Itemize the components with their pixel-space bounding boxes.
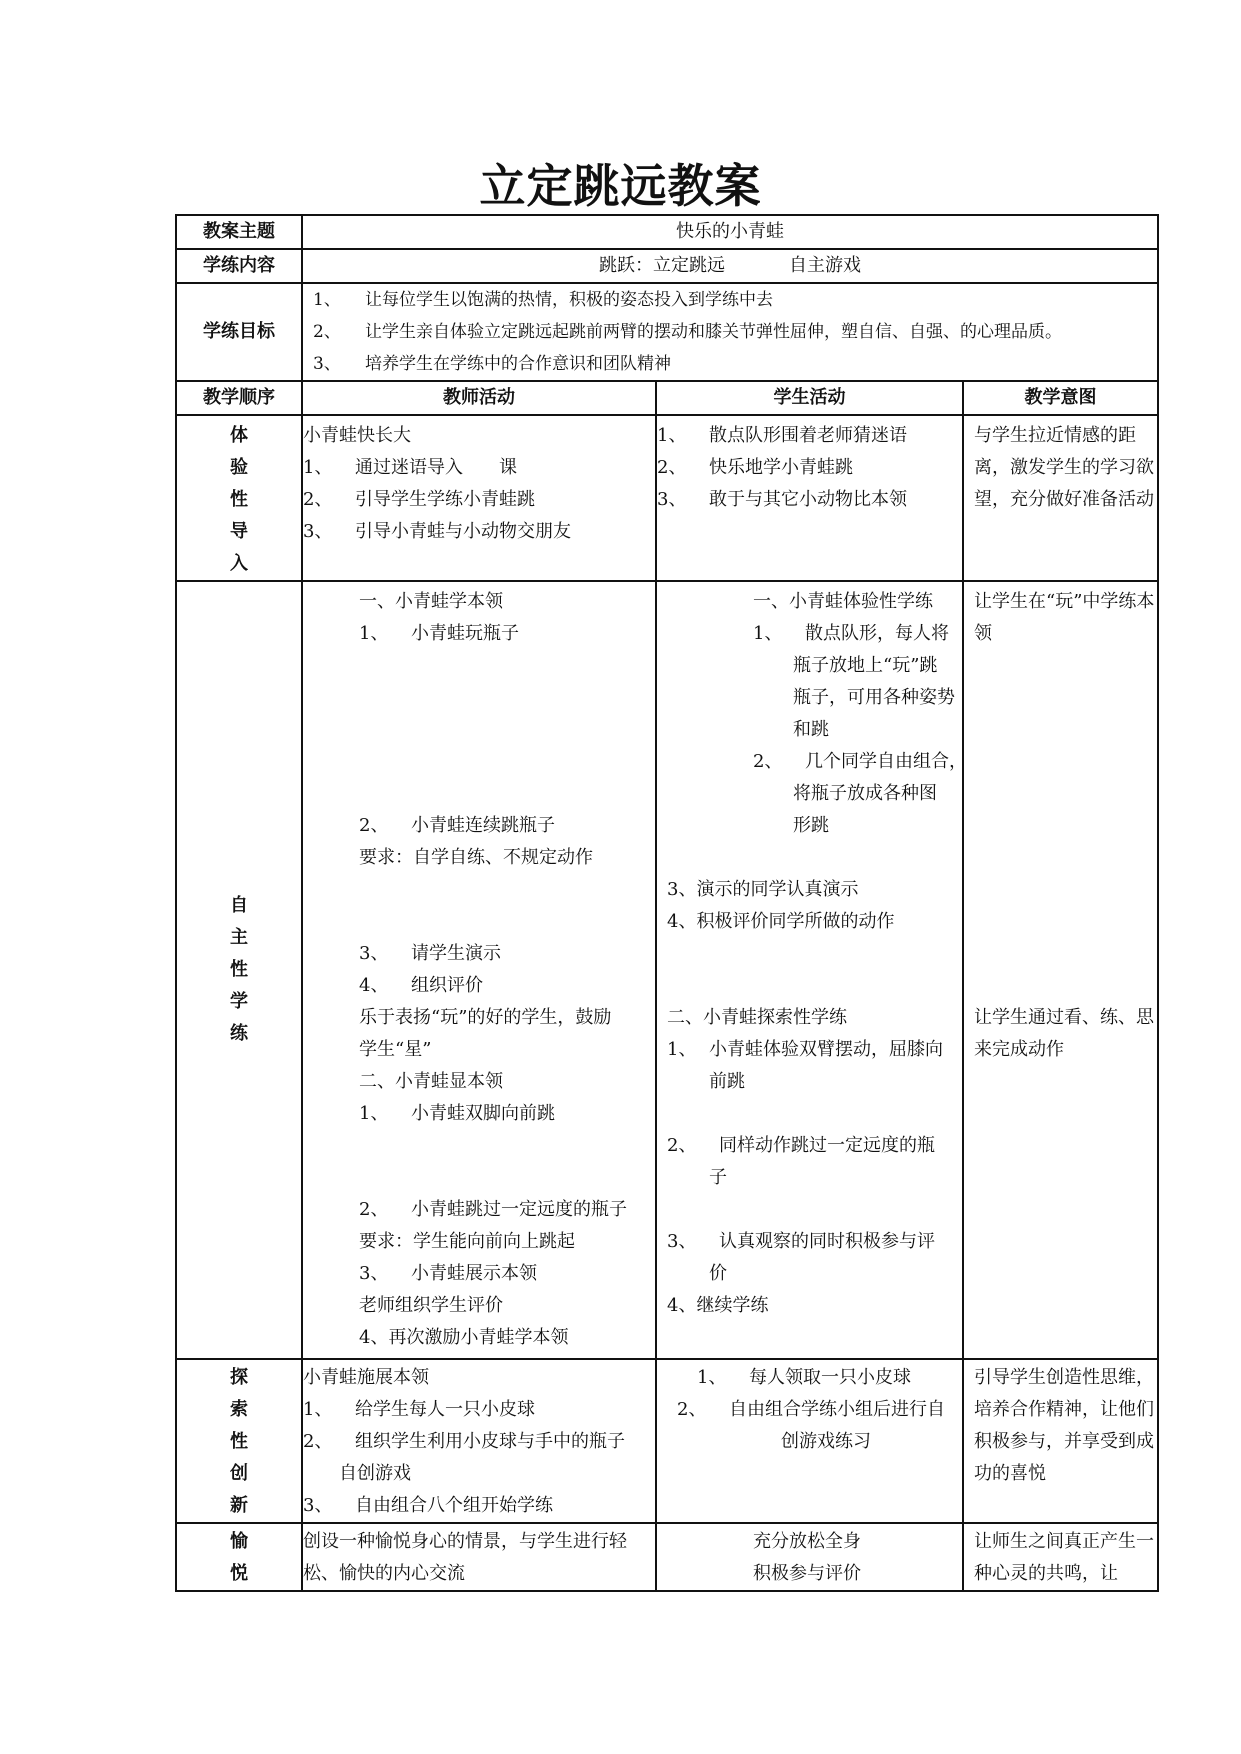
list-item: 4、 组织评价 (359, 975, 483, 996)
row-stage-intro (176, 415, 1158, 581)
list-item: 3、 请学生演示 (359, 943, 501, 964)
list-item: 2、 小青蛙跳过一定远度的瓶子 (359, 1199, 627, 1220)
row-stage-joy (176, 1523, 1158, 1591)
stage-joy-intent: 让师生之间真正产生一种心灵的共鸣，让 (963, 1523, 1158, 1591)
header-student: 学生活动 (656, 381, 963, 415)
content-game: 自主游戏 (789, 255, 862, 276)
page-title: 立定跳远教案 (479, 159, 762, 213)
stage-explore-intent: 引导学生创造性思维，培养合作精神，让他们积极参与，并享受到成功的喜悦 (963, 1359, 1158, 1523)
list-item: 3、 引导小青蛙与小动物交朋友 (303, 521, 571, 542)
stage-explore-name: 探 索 性 创 新 (176, 1359, 302, 1523)
stage-intro-teacher: 小青蛙快长大 1、 通过迷语导入 课 2、 引导学生学练小青蛙跳 3、 引导小青蛙与小动物交朋友 (302, 415, 656, 581)
header-teacher: 教师活动 (302, 381, 656, 415)
list-item: 1、 散点队形围着老师猜迷语 (657, 425, 907, 446)
row-stage-explore (176, 1359, 1158, 1523)
stage-self-intent: 让学生在“玩”中学练本领 让学生通过看、练、思来完成动作 (963, 581, 1158, 1359)
stage-joy-teacher: 创设一种愉悦身心的情景，与学生进行轻松、愉快的内心交流 (302, 1523, 656, 1591)
list-item: 1、 小青蛙双脚向前跳 (359, 1103, 555, 1124)
header-intent: 教学意图 (963, 381, 1158, 415)
stage-joy-student: 充分放松全身 积极参与评价 (656, 1523, 963, 1591)
content-label: 学练内容 (176, 249, 302, 283)
list-item: 3、 自由组合八个组开始学练 (303, 1495, 553, 1516)
stage-intro-intent: 与学生拉近情感的距离，激发学生的学习欲望，充分做好准备活动 (963, 415, 1158, 581)
stage-joy-name: 愉 悦 (176, 1523, 302, 1591)
stage-self-name: 自 主 性 学 练 (176, 581, 302, 1359)
content-jump: 跳跃：立定跳远 (599, 255, 726, 276)
stage-intro-student (656, 415, 963, 581)
list-item: 2、 引导学生学练小青蛙跳 (303, 489, 535, 510)
stage-self-teacher: 一、小青蛙学本领 1、 小青蛙玩瓶子 2、 小青蛙连续跳瓶子 要求：自学自练、不规定动作 3、 请学生演示 4、 组织评价 乐于表扬“玩”的好的学生，鼓励 学生“星” 二、小青蛙显本领 1、 小青蛙双脚向前跳 2、 小青蛙跳过一定远度的瓶子 要求：学生能向前向上跳起 3、 小青蛙展示本领 老师组织学生评价 4、再次激励小青蛙学本领 (302, 581, 656, 1359)
row-goals (176, 283, 1158, 381)
lesson-plan-table (175, 214, 1159, 1592)
theme-label: 教案主题 (176, 215, 302, 249)
header-order: 教学顺序 (176, 381, 302, 415)
stage-self-student: 一、小青蛙体验性学练 1、 散点队形，每人将 瓶子放地上“玩”跳 瓶子，可用各种姿势 和跳 2、 几个同学自由组合， 将瓶子放成各种图 形跳 3、演示的同学认真演示 4、积极评价同学所做的动作 二、小青蛙探索性学练 1、 小青蛙体验双臂摆动，屈膝向 前跳 2、 同样动作跳过一定远度的瓶 子 3、 认真观察的同时积极参与评 价 4、继续学练 (656, 581, 963, 1359)
row-theme (176, 215, 1158, 249)
list-item: 3、 小青蛙展示本领 (359, 1263, 537, 1284)
list-item: 3、 敢于与其它小动物比本领 (657, 489, 907, 510)
list-item: 2、 快乐地学小青蛙跳 (657, 457, 853, 478)
list-item: 1、 通过迷语导入 课 (303, 457, 517, 478)
goals-label: 学练目标 (176, 283, 302, 381)
list-item: 2、 组织学生利用小皮球与手中的瓶子 (303, 1431, 625, 1452)
row-headers (176, 381, 1158, 415)
row-stage-self (176, 581, 1158, 1359)
theme-value: 快乐的小青蛙 (302, 215, 1158, 249)
row-content (176, 249, 1158, 283)
stage-intro-name: 体 验 性 导 入 (176, 415, 302, 581)
goals-list (302, 283, 1158, 381)
content-value (302, 249, 1158, 283)
stage-explore-student: 1、 每人领取一只小皮球 2、 自由组合学练小组后进行自 创游戏练习 (656, 1359, 963, 1523)
goal-item: 3、 培养学生在学练中的合作意识和团队精神 (313, 354, 671, 374)
goal-item: 2、 让学生亲自体验立定跳远起跳前两臂的摆动和膝关节弹性屈伸，塑自信、自强、的心理品质。 (313, 322, 1062, 342)
goal-item: 1、 让每位学生以饱满的热情，积极的姿态投入到学练中去 (313, 290, 773, 310)
stage-explore-teacher: 小青蛙施展本领 1、 给学生每人一只小皮球 2、 组织学生利用小皮球与手中的瓶子 自创游戏 3、 自由组合八个组开始学练 (302, 1359, 656, 1523)
list-item: 1、 给学生每人一只小皮球 (303, 1399, 535, 1420)
list-item: 2、 小青蛙连续跳瓶子 (359, 815, 555, 836)
list-item: 1、 小青蛙玩瓶子 (359, 623, 519, 644)
